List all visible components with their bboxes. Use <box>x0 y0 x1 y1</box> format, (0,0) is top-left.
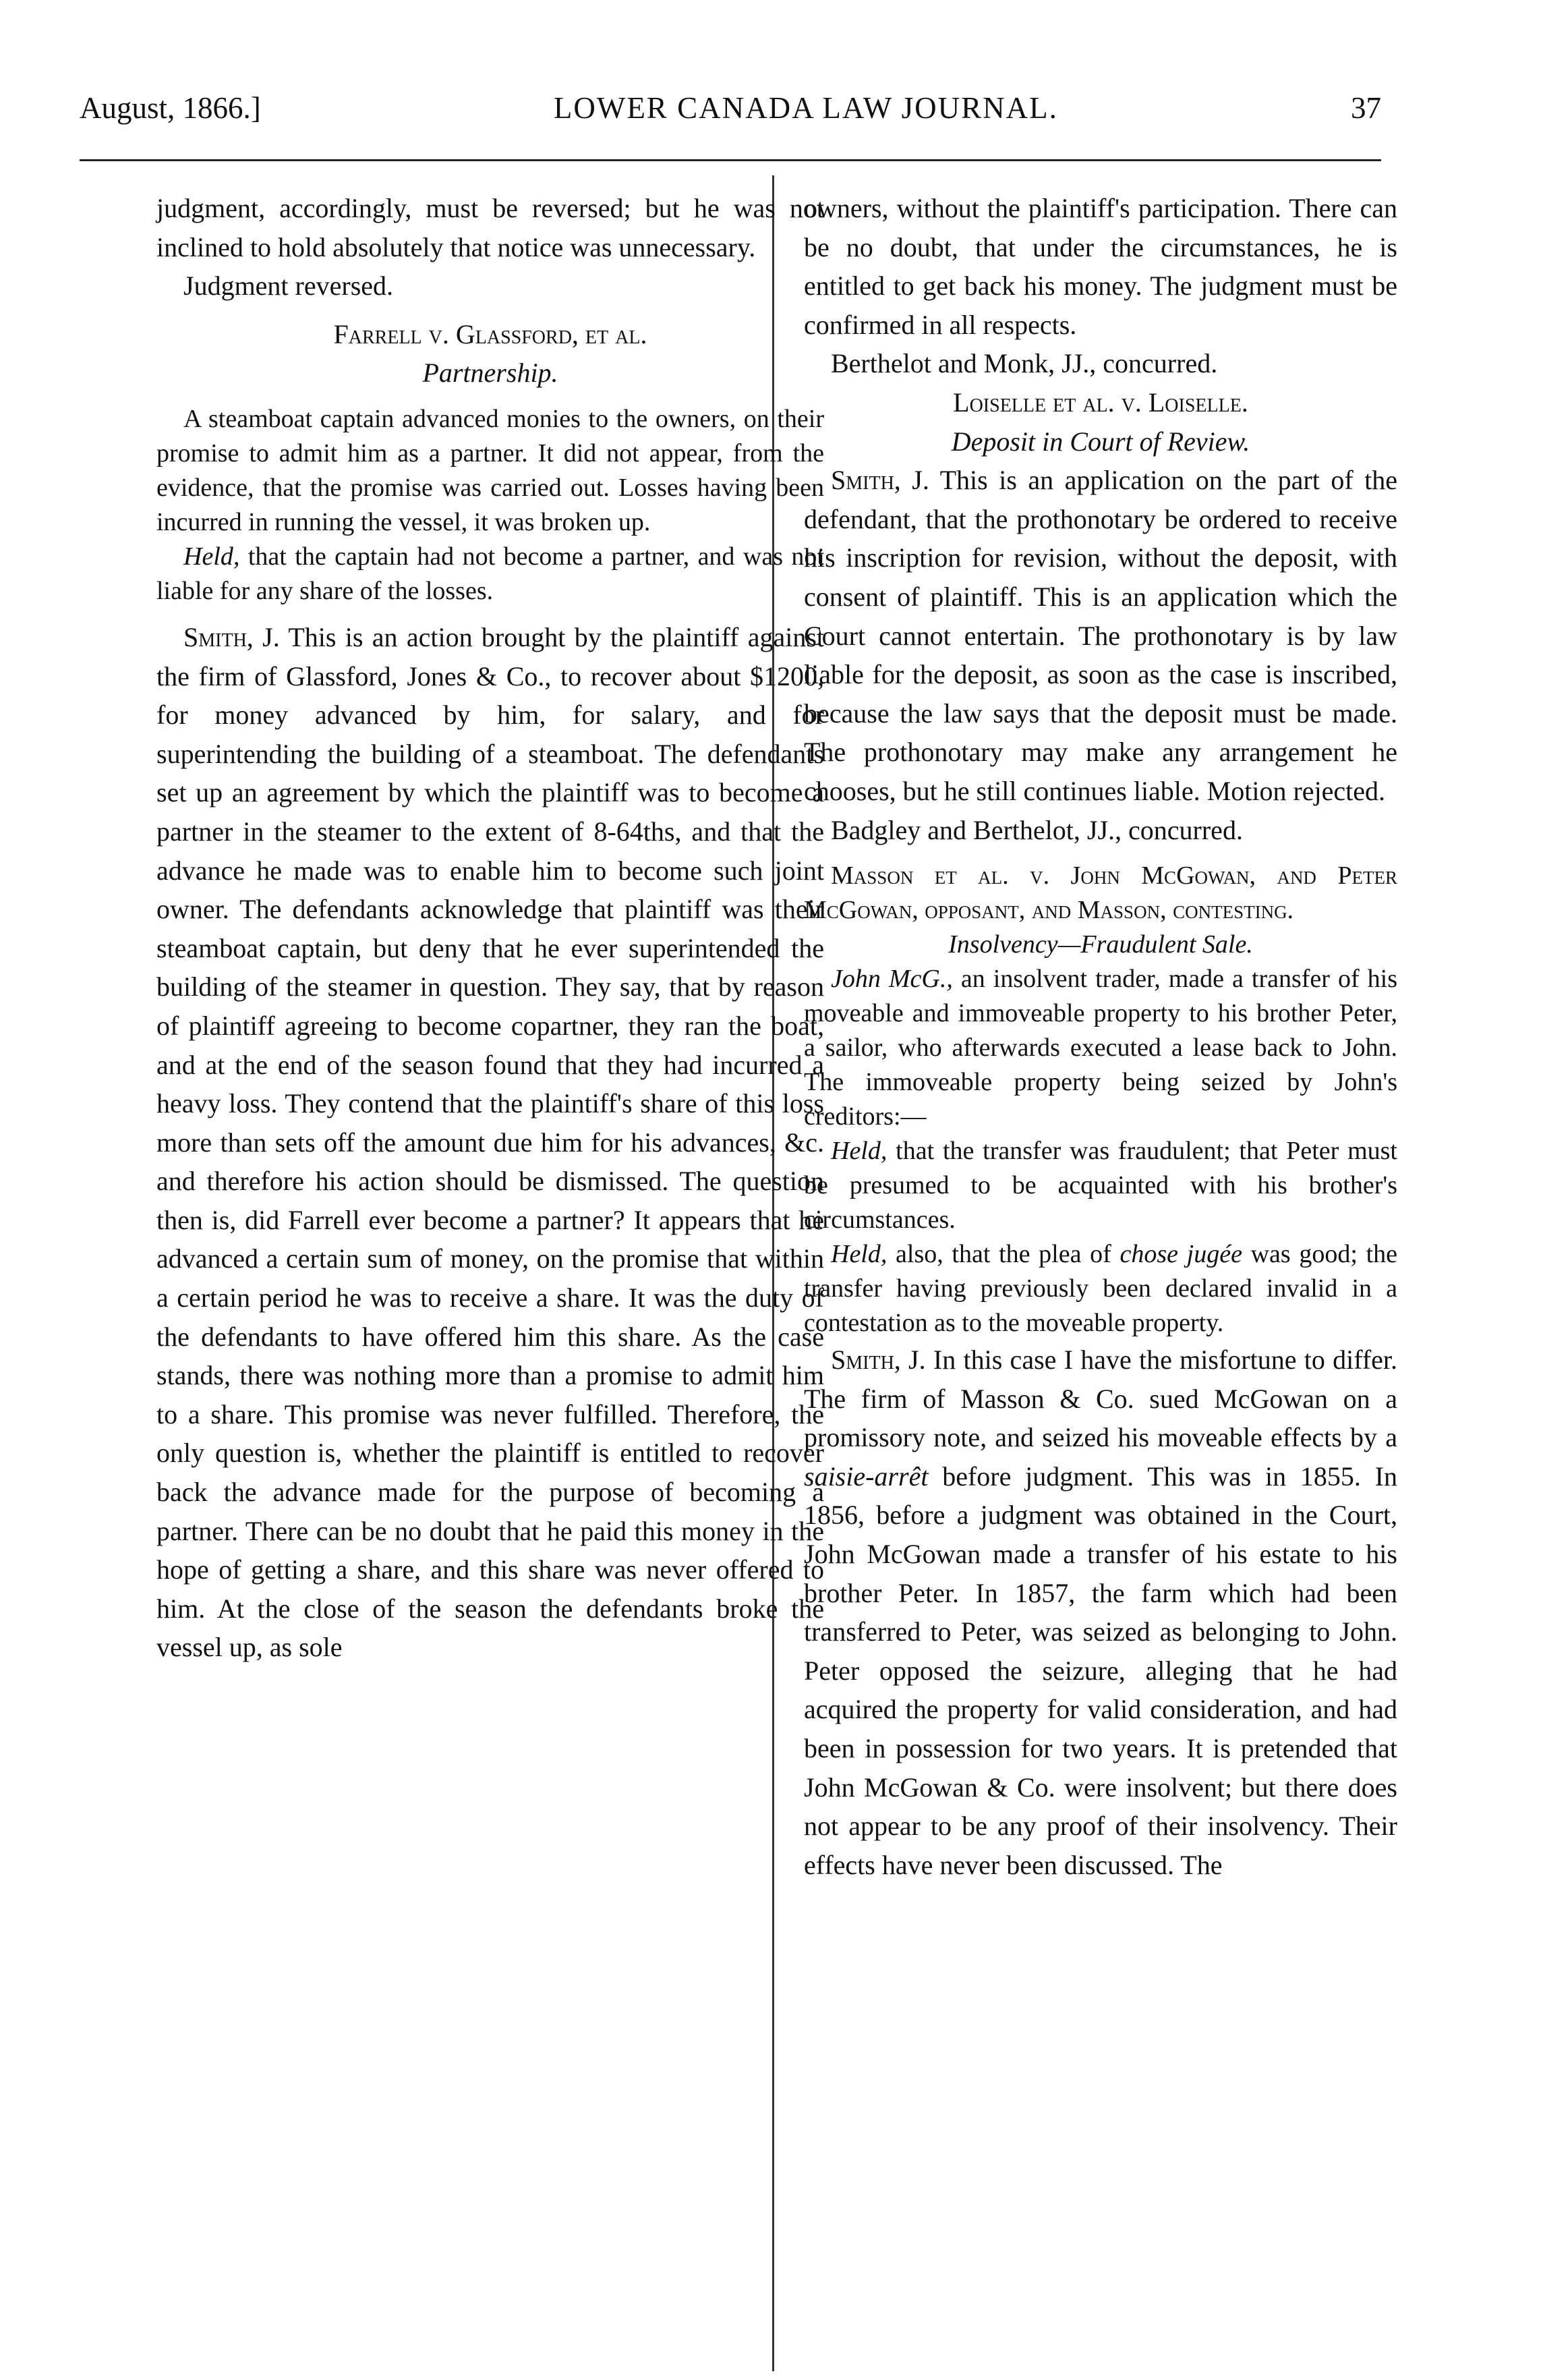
case3-held2-text-a: also, that the plea of <box>887 1240 1120 1269</box>
case3-held2-term: chose jugée <box>1120 1240 1242 1269</box>
case3-held2-text-b: was good; the transfer having previously been declared invalid in a contestation as to the moveable property. <box>804 1240 1398 1338</box>
header-date: August, 1866.] <box>80 91 261 125</box>
case3-held1-text: that the transfer was fraudulent; that Peter must be presumed to be acquainted with his brother's circumstances. <box>804 1137 1397 1235</box>
case2-opinion-text: This is an application on the part of the defendant, that the prothonotary be ordered to receive his inscription for revision, without the deposit, with consent of plaintiff. This is an application which the Court cannot entertain. The prothonotary is by law liable for the deposit, as soon as the case is inscribed, because the law says that the deposit must be made. The prothonotary may make any arrangement he chooses, but he still continues liable. Motion rejected. <box>804 465 1397 806</box>
case3-opinion-text-b: before judgment. This was in 1855. In 1856, before a judgment was obtained in the Court, John McGowan made a transfer of his estate to his brother Peter. In 1857, the farm which had been transferred to Peter, was seized as belonging to John. Peter opposed the seizure, alleging that he had acquired the property for valid consideration, and had been in possession for two years. It is pretended that John McGowan & Co. were insolvent; but there does not appear to be any proof of their insolvency. Their effects have never been discussed. The <box>804 1461 1397 1880</box>
case3-judge: Smith, J. <box>831 1344 926 1376</box>
case3-opinion <box>804 1340 1397 1884</box>
case3-head-text: an insolvent trader, made a transfer of his moveable and immoveable property to his brother Peter, a sailor, who afterwards executed a lease back to John. The immoveable property being seized by John's creditors:— <box>804 965 1397 1131</box>
case2-title: Loiselle et al. v. Loiselle. <box>953 387 1248 418</box>
case3-held-1 <box>804 1134 1397 1237</box>
case3-head-name: John McG., <box>831 965 953 994</box>
right-paragraph-1: owners, without the plaintiff's participation. There can be no doubt, that under the circumstances, he is entitled to get back his money. The judgment must be confirmed in all respects. <box>804 193 1397 340</box>
case1-held <box>156 540 824 608</box>
case3-held2-label: Held, <box>831 1240 888 1269</box>
case1-held-text: that the captain had not become a partner, and was not liable for any share of the losses. <box>156 542 824 605</box>
case1-held-label: Held, <box>183 542 240 571</box>
running-header <box>80 88 1381 128</box>
right-column <box>804 189 1397 1884</box>
case2-subject: Deposit in Court of Review. <box>951 426 1250 457</box>
case2-opinion <box>804 461 1397 810</box>
case1-judge: Smith, J. <box>183 621 280 652</box>
case3-held-2 <box>804 1237 1397 1340</box>
case3-subject: Insolvency—Fraudulent Sale. <box>948 930 1253 959</box>
left-column <box>156 189 824 1667</box>
case1-opinion-text: This is an action brought by the plaintiff against the firm of Glassford, Jones & Co., to recover about $1200, for money advanced by him, for salary, and for superintending the building of a steamboat. The defendants set up an agreement by which the plaintiff was to become a partner in the steamer to the extent of 8-64ths, and that the advance he made was to enable him to become such joint owner. The defendants acknowledge that plaintiff was their steamboat captain, but deny that he ever superintended the building of the steamer in question. They say, that by reason of plaintiff agreeing to become copartner, they ran the boat, and at the end of the season found that they had incurred a heavy loss. They contend that the plaintiff's share of this loss more than sets off the amount due him for his advances, &c. and therefore his action should be dismissed. The question then is, did Farrell ever become a partner? It appears that he advanced a certain sum of money, on the promise that within a certain period he was to receive a share. It was the duty of the defendants to have offered him this share. As the case stands, there was nothing more than a promise to admit him to a share. This promise was never fulfilled. Therefore, the only question is, whether the plaintiff is entitled to recover back the advance made for the purpose of becoming a partner. There can be no doubt that he paid this money in the hope of getting a share, and this share was never offered to him. At the close of the season the defendants broke the vessel up, as sole <box>156 621 824 1663</box>
judgment-reversed: Judgment reversed. <box>183 271 394 302</box>
case1-title: Farrell v. Glassford, et al. <box>333 318 647 349</box>
left-paragraph-1: judgment, accordingly, must be reversed; but he was not inclined to hold absolutely that notice was unnecessary. <box>156 193 824 262</box>
case3-opinion-text-a: In this case I have the misfortune to differ. The firm of Masson & Co. sued McGowan on a promissory note, and seized his moveable effects by a <box>804 1344 1398 1453</box>
journal-title: LOWER CANADA LAW JOURNAL. <box>553 91 1058 125</box>
case3-opinion-term: saisie-arrêt <box>804 1461 929 1492</box>
header-rule <box>80 159 1381 161</box>
case3-headnote <box>804 962 1397 1134</box>
concurred-2: Badgley and Berthelot, JJ., concurred. <box>831 814 1243 845</box>
concurred-1: Berthelot and Monk, JJ., concurred. <box>831 348 1218 379</box>
case1-headnote: A steamboat captain advanced monies to the owners, on their promise to admit him as a partner. It did not appear, from the evidence, that the promise was carried out. Losses having been incurred in running the vessel, it was broken up. <box>156 404 824 536</box>
case3-held1-label: Held, <box>831 1137 888 1166</box>
page-number: 37 <box>1351 91 1381 125</box>
case1-opinion <box>156 618 824 1667</box>
case1-subject: Partnership. <box>422 358 558 389</box>
case3-title: Masson et al. v. John McGowan, and Peter McGowan, opposant, and Masson, contesting. <box>804 861 1397 925</box>
case2-judge: Smith, J. <box>831 465 929 496</box>
